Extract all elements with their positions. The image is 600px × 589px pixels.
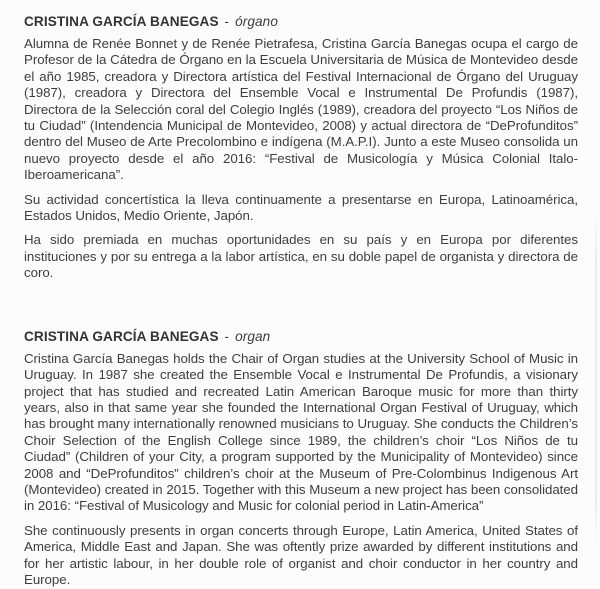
section-spanish-bio <box>24 14 578 282</box>
artist-name: CRISTINA GARCÍA BANEGAS <box>24 14 219 29</box>
heading-separator: - <box>224 14 230 29</box>
section-english-bio <box>24 329 578 589</box>
bio-paragraph: Ha sido premiada en muchas oportunidades en su país y en Europa por diferentes instituciones y por su entrega a la labor artística, en su doble papel de organista y directora de coro. <box>24 232 578 281</box>
section-heading-english <box>24 329 578 344</box>
heading-separator: - <box>224 328 230 344</box>
instrument-label: órgano <box>235 14 278 29</box>
bio-paragraph: Cristina García Banegas holds the Chair of Organ studies at the University School of Music in Uruguay. In 1987 she created the Ensemble Vocal e Instrumental De Profundis, a visionary project that has studied and recreated Latin American Baroque music for more than thirty years, also in that same year she founded the International Organ Festival of Uruguay, which has brought many internationally renowned musicians to Uruguay. She conducts the Children’s Choir Selection of the English College since 1989, the children’s choir “Los Niños de tu Ciudad” (Children of your City, a program supported by the Municipality of Montevideo) since 2008 and “DeProfunditos” children’s choir at the Museum of Pre-Colombinus Indigenous Art (Montevideo) created in 2015. Together with this Museum a new project has been consolidated in 2016: “Festival of Musicology and Music for colonial period in Latin-America” <box>24 350 578 514</box>
bio-paragraph: She continuously presents in organ concerts through Europe, Latin America, United States of America, Middle East and Japan. She was oftently prize awarded by different institutions and for her artistic labour, in her double role of organist and choir conductor in her country and Europe. <box>24 522 578 587</box>
artist-name: CRISTINA GARCÍA BANEGAS <box>24 328 219 344</box>
instrument-label: organ <box>235 328 271 344</box>
bio-paragraph: Su actividad concertística la lleva continuamente a presentarse en Europa, Latinoamérica, Estados Unidos, Medio Oriente, Japón. <box>24 191 578 224</box>
section-heading-spanish <box>24 14 578 29</box>
bio-paragraph: Alumna de Renée Bonnet y de Renée Pietrafesa, Cristina García Banegas ocupa el cargo de Profesor de la Cátedra de Órgano en la Escuela Universitaria de Música de Montevideo desde el año 1985, creadora y Directora artística del Festival Internacional de Órgano del Uruguay (1987), creadora y Directora del Ensemble Vocal e Instrumental De Profundis (1987), Directora de la Selección coral del Colegio Inglés (1989), creadora del proyecto “Los Niños de tu Ciudad” (Intendencia Municipal de Montevideo, 2008) y actual directora de “DeProfunditos” dentro del Museo de Arte Precolombino e indígena (M.A.P.I). Junto a este Museo consolida un nuevo proyecto desde el año 2016: “Festival de Musicología y Música Colonial Italo-Iberoamericana”. <box>24 36 578 183</box>
scan-page-edge-shadow <box>595 212 597 547</box>
